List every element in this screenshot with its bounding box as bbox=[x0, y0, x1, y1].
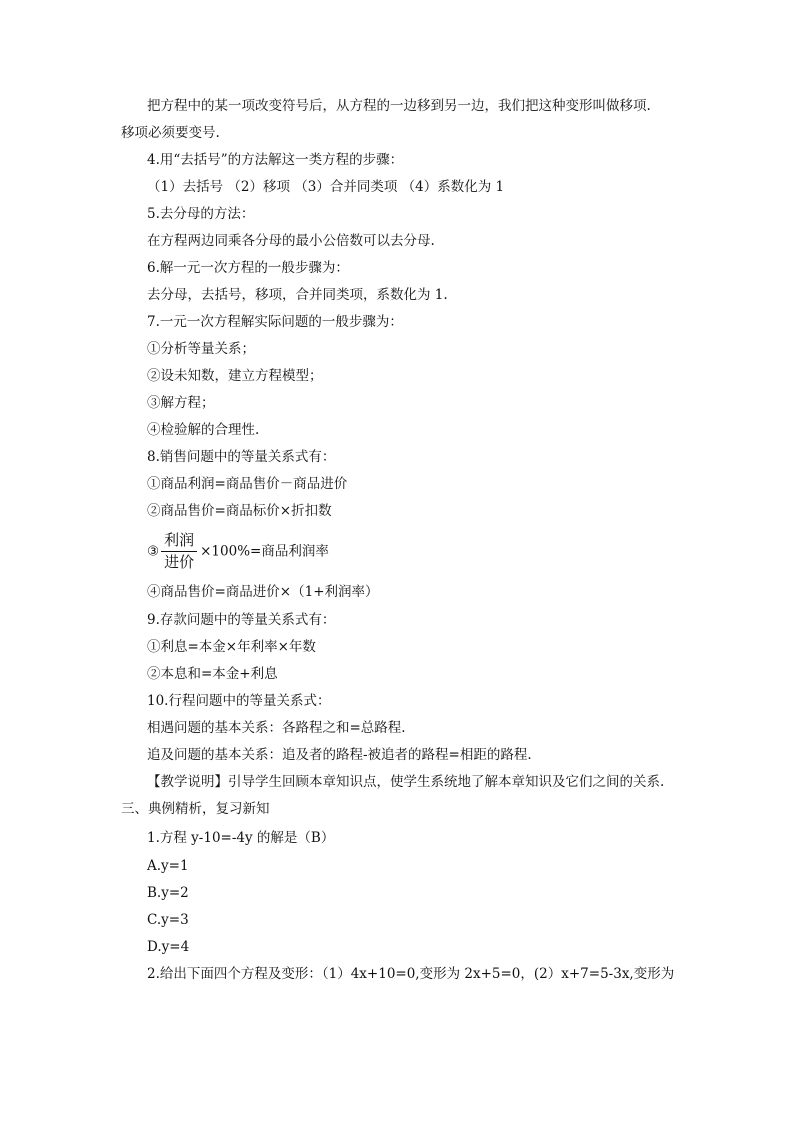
step-7-2: ②设未知数，建立方程模型； bbox=[147, 368, 323, 384]
relation-8-3-suffix: ×100%=商品利润率 bbox=[200, 543, 329, 560]
heading-item-4: 4.用“去括号”的方法解这一类方程的步骤： bbox=[147, 152, 404, 168]
text-item-6: 去分母，去括号，移项，合并同类项，系数化为 1. bbox=[147, 287, 448, 303]
section-heading-3: 三、典例精析，复习新知 bbox=[121, 801, 270, 817]
question-2: 2.给出下面四个方程及变形：（1）4x+10=0,变形为 2x+5=0，(2）x+7=5-3x,变形为 bbox=[147, 966, 675, 982]
teaching-note: 【教学说明】引导学生回顾本章知识点，使学生系统地了解本章知识及它们之间的关系. bbox=[147, 774, 665, 790]
question-1-option-c: C.y=3 bbox=[147, 912, 189, 928]
paragraph-transposition-cont: 移项必须要变号. bbox=[121, 125, 220, 141]
paragraph-transposition: 把方程中的某一项改变符号后，从方程的一边移到另一边，我们把这种变形叫做移项. bbox=[147, 98, 651, 114]
question-1-option-b: B.y=2 bbox=[147, 885, 189, 901]
profit-over-cost-fraction bbox=[161, 531, 197, 572]
heading-item-6: 6.解一元一次方程的一般步骤为： bbox=[147, 260, 349, 276]
heading-item-7: 7.一元一次方程解实际问题的一般步骤为： bbox=[147, 314, 403, 330]
question-1: 1.方程 y-10=-4y 的解是（B） bbox=[147, 830, 335, 846]
step-7-1: ①分析等量关系； bbox=[147, 341, 255, 357]
text-item-5: 在方程两边同乘各分母的最小公倍数可以去分母. bbox=[147, 233, 435, 249]
fraction-denominator: 进价 bbox=[164, 553, 195, 571]
question-1-option-a: A.y=1 bbox=[147, 858, 189, 874]
heading-item-10: 10.行程问题中的等量关系式： bbox=[147, 693, 331, 709]
relation-8-1: ①商品利润=商品售价－商品进价 bbox=[147, 476, 348, 492]
relation-9-2: ②本息和=本金+利息 bbox=[147, 666, 278, 682]
relation-8-3 bbox=[147, 531, 329, 572]
relation-9-1: ①利息=本金×年利率×年数 bbox=[147, 639, 316, 655]
steps-bracket: （1）去括号 （2）移项 （3）合并同类项 （4）系数化为 1 bbox=[147, 179, 505, 195]
step-7-4: ④检验解的合理性. bbox=[147, 422, 260, 438]
relation-10-meeting: 相遇问题的基本关系：各路程之和=总路程. bbox=[147, 720, 406, 736]
relation-10-chasing: 追及问题的基本关系：追及者的路程-被追者的路程=相距的路程. bbox=[147, 747, 532, 763]
question-1-option-d: D.y=4 bbox=[147, 939, 190, 955]
heading-item-9: 9.存款问题中的等量关系式有： bbox=[147, 612, 336, 628]
fraction-numerator: 利润 bbox=[161, 531, 197, 552]
relation-8-4: ④商品售价=商品进价×（1+利润率） bbox=[147, 584, 379, 600]
step-7-3: ③解方程； bbox=[147, 395, 215, 411]
relation-8-2: ②商品售价=商品标价×折扣数 bbox=[147, 503, 332, 519]
relation-8-3-marker: ③ bbox=[147, 543, 160, 560]
heading-item-8: 8.销售问题中的等量关系式有： bbox=[147, 449, 336, 465]
heading-item-5: 5.去分母的方法： bbox=[147, 206, 255, 222]
